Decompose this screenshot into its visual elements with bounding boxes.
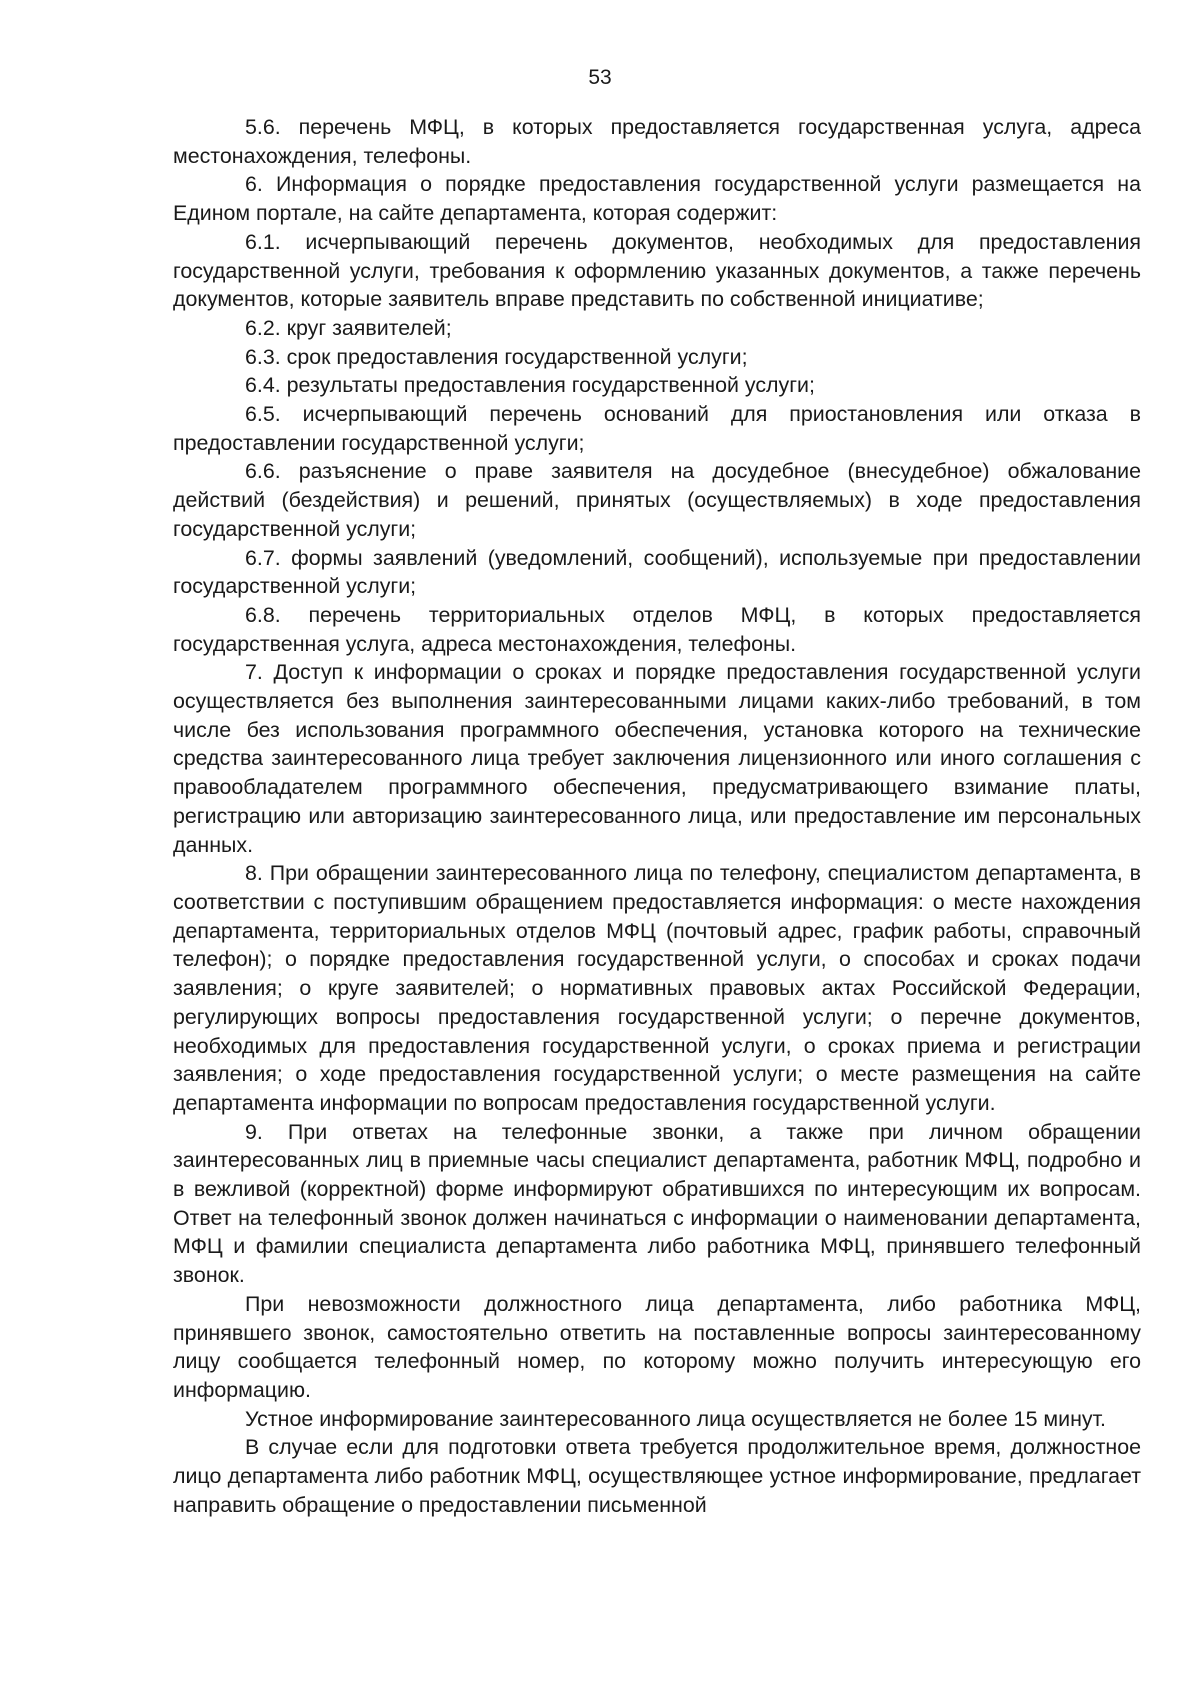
paragraph-9-unable-to-answer: При невозможности должностного лица департамента, либо работника МФЦ, принявшего звонок, самостоятельно ответить на поставленные вопросы заинтересованному лицу сообщается телефонный номер, по которому можно получить интересующую его информацию.: [173, 1291, 1141, 1402]
paragraph-6-7: 6.7. формы заявлений (уведомлений, сообщений), используемые при предоставлении государственной услуги;: [173, 545, 1141, 599]
paragraph-5-6: 5.6. перечень МФЦ, в которых предоставляется государственная услуга, адреса местонахождения, телефоны.: [173, 115, 1141, 168]
document-body: [173, 113, 1141, 1519]
paragraph-6-3: 6.3. срок предоставления государственной услуги;: [245, 344, 748, 369]
paragraph-6: 6. Информация о порядке предоставления государственной услуги размещается на Едином портале, на сайте департамента, которая содержит:: [173, 172, 1141, 226]
paragraph-6-2: 6.2. круг заявителей;: [245, 315, 452, 340]
paragraph-6-6: 6.6. разъяснение о праве заявителя на досудебное (внесудебное) обжалование действий (бездействия) и решений, принятых (осуществляемых) в ходе предоставления государственной услуги;: [173, 459, 1141, 541]
page-number: 53: [588, 66, 612, 89]
paragraph-7: 7. Доступ к информации о сроках и порядке предоставления государственной услуги осуществляется без выполнения заинтересованными лицами каких-либо требований, в том числе без использования программного обеспечения, установка которого на технические средства заинтересованного лица требует заключения лицензионного или иного соглашения с правообладателем программного обеспечения, предусматривающего взимание платы, регистрацию или авторизацию заинтересованного лица, или предоставление им персональных данных.: [173, 660, 1141, 857]
paragraph-9: 9. При ответах на телефонные звонки, а также при личном обращении заинтересованных лиц в приемные часы специалист департамента, работник МФЦ, подробно и в вежливой (корректной) форме информируют обратившихся по интересующим их вопросам. Ответ на телефонный звонок должен начинаться с информации о наименовании департамента, МФЦ и фамилии специалиста департамента либо работника МФЦ, принявшего телефонный звонок.: [173, 1119, 1141, 1288]
paragraph-6-4: 6.4. результаты предоставления государственной услуги;: [245, 373, 815, 398]
paragraph-6-8: 6.8. перечень территориальных отделов МФЦ, в которых предоставляется государственная услуга, адреса местонахождения, телефоны.: [173, 602, 1141, 656]
paragraph-9-duration: Устное информирование заинтересованного лица осуществляется не более 15 минут.: [245, 1406, 1106, 1431]
paragraph-6-5: 6.5. исчерпывающий перечень оснований для приостановления или отказа в предоставлении государственной услуги;: [173, 402, 1141, 455]
paragraph-9-written-request: В случае если для подготовки ответа требуется продолжительное время, должностное лицо департамента либо работник МФЦ, осуществляющее устное информирование, предлагает направить обращение о предоставлении письменной: [173, 1435, 1141, 1517]
paragraph-8: 8. При обращении заинтересованного лица по телефону, специалистом департамента, в соответствии с поступившим обращением предоставляется информация: о месте нахождения департамента, территориальных отделов МФЦ (почтовый адрес, график работы, справочный телефон); о порядке предоставления государственной услуги, о способах и сроках подачи заявления; о круге заявителей; о нормативных правовых актах Российской Федерации, регулирующих вопросы предоставления государственной услуги; о перечне документов, необходимых для предоставления государственной услуги, о сроках приема и регистрации заявления; о ходе предоставления государственной услуги; о месте размещения на сайте департамента информации по вопросам предоставления государственной услуги.: [173, 861, 1141, 1115]
paragraph-6-1: 6.1. исчерпывающий перечень документов, необходимых для предоставления государственной услуги, требования к оформлению указанных документов, а также перечень документов, которые заявитель вправе представить по собственной инициативе;: [173, 229, 1141, 312]
